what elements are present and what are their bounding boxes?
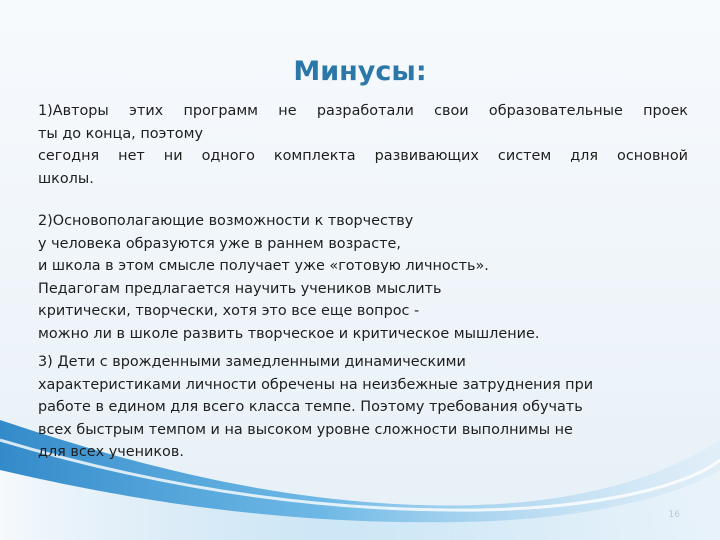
paragraph-3 xyxy=(38,351,688,464)
slide-body xyxy=(38,100,688,464)
text-line: можно ли в школе развить творческое и критическое мышление. xyxy=(38,325,540,342)
text-line: сегодня нет ни одного комплекта развивающих систем для основной xyxy=(38,148,688,164)
text-line: 1)Авторы этих программ не разработали свои образовательные проек xyxy=(38,103,688,119)
slide-title: Минусы: xyxy=(293,56,427,87)
text-line: 2)Основополагающие возможности к творчеству xyxy=(38,213,414,229)
text-line: для всех учеников. xyxy=(38,444,184,460)
text-line: Педагогам предлагается научить учеников мыслить xyxy=(38,280,442,297)
text-line: и школа в этом смысле получает уже «готовую личность». xyxy=(38,258,489,274)
paragraph-2 xyxy=(38,210,688,345)
text-line: критически, творчески, хотя это все еще вопрос - xyxy=(38,303,420,319)
paragraph-gap xyxy=(38,190,688,210)
text-line: 3) Дети с врожденными замедленными динамическими xyxy=(38,354,466,370)
text-line: школы. xyxy=(38,170,94,187)
text-line: у человека образуются уже в раннем возрасте, xyxy=(38,235,401,252)
text-line: всех быстрым темпом и на высоком уровне сложности выполнимы не xyxy=(38,421,573,438)
text-line: ты до конца, поэтому xyxy=(38,125,203,142)
text-line: работе в едином для всего класса темпе. Поэтому требования обучать xyxy=(38,399,583,415)
text-line: характеристиками личности обречены на неизбежные затруднения при xyxy=(38,376,594,393)
page-number: 16 xyxy=(668,510,680,520)
paragraph-1 xyxy=(38,100,688,190)
